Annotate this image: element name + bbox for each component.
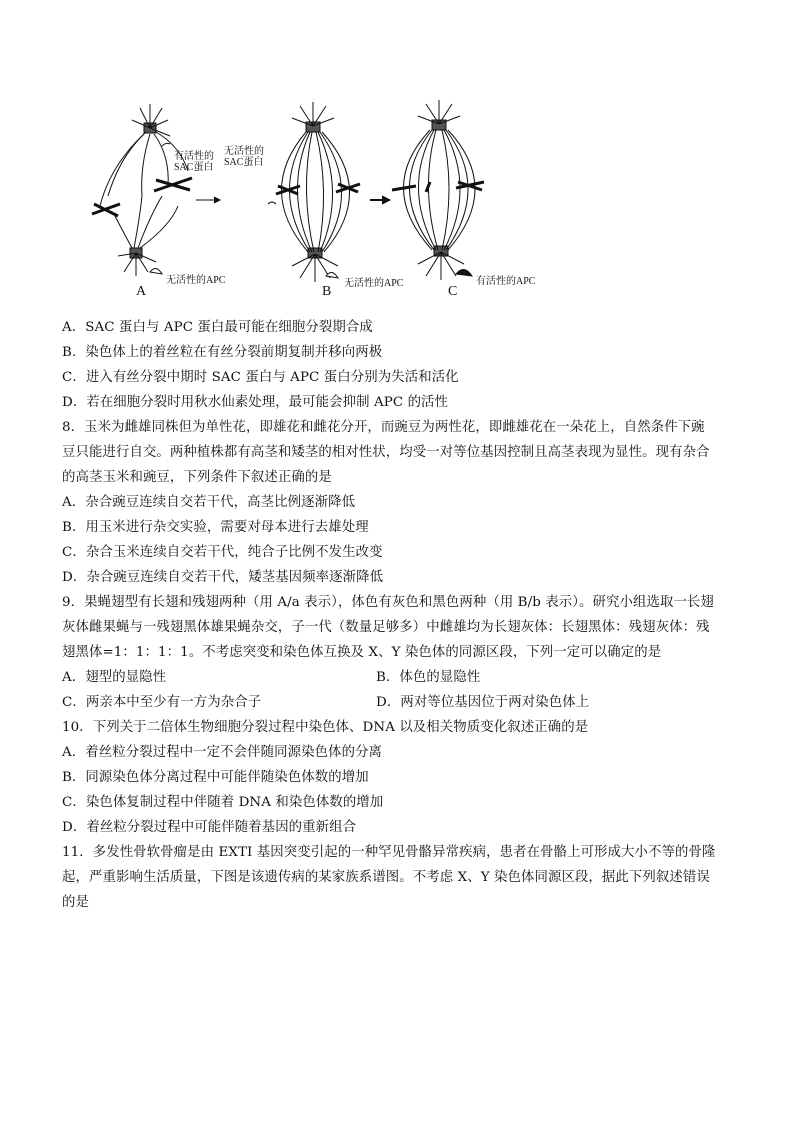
q8-stem-line3: 的高茎玉米和豌豆，下列条件下叙述正确的是 [62,470,332,485]
q10-stem: 10．下列关于二倍体生物细胞分裂过程中染色体、DNA 以及相关物质变化叙述正确的是 [62,720,589,735]
chromosome-a1 [154,178,192,191]
q11-stem-line2: 起，严重影响生活质量，下图是该遗传病的某家族系谱图。不考虑 X、Y 染色体同源区段，据此下列叙述错误 [62,870,710,885]
q9-options-row1 [62,665,742,690]
q10-option-b: B．同源染色体分离过程中可能伴随染色体数的增加 [62,770,369,785]
q9-option-c: C．两亲本中至少有一方为杂合子 [62,695,262,710]
q7-option-d: D．若在细胞分裂时用秋水仙素处理，最可能会抑制 APC 的活性 [62,395,449,410]
label-sac-active-l2: SAC蛋白 [174,162,214,173]
q8-option-a: A．杂合豌豆连续自交若干代，高茎比例逐渐降低 [62,495,356,510]
q9-stem-line1: 9．果蝇翅型有长翅和残翅两种（用 A/a 表示），体色有灰色和黑色两种（用 B/b 表示）。研究小组选取一长翅 [62,595,714,610]
label-apc-inactive-a: 无活性的APC [166,275,226,286]
q10-option-c: C．染色体复制过程中伴随着 DNA 和染色体数的增加 [62,795,384,810]
q7-option-a: A．SAC 蛋白与 APC 蛋白最可能在细胞分裂期合成 [62,320,373,335]
q8-option-d: D．杂合豌豆连续自交若干代，矮茎基因频率逐渐降低 [62,570,384,585]
label-sac-active-l1: 有活性的 [174,151,214,162]
q8-option-b: B．用玉米进行杂交实验，需要对母本进行去雄处理 [62,520,369,535]
q11-stem-line1: 11．多发性骨软骨瘤是由 EXTI 基因突变引起的一种罕见骨骼异常疾病，患者在骨骼上可形成大小不等的骨隆 [62,845,716,860]
cell-division-diagram [80,96,560,302]
chromosome-b2 [336,184,360,192]
cell-c [392,100,484,280]
stage-label-c: C [448,284,458,299]
label-sac-inactive [224,146,264,168]
stage-label-b: B [322,284,332,299]
q8-option-c: C．杂合玉米连续自交若干代，纯合子比例不发生改变 [62,545,383,560]
q7-option-c: C．进入有丝分裂中期时 SAC 蛋白与 APC 蛋白分别为失活和活化 [62,370,459,385]
q8-stem-line2: 豆只能进行自交。两种植株都有高茎和矮茎的相对性状，均受一对等位基因控制且高茎表现为显性。现有杂合 [62,445,710,460]
spindle-figure [80,96,560,302]
q9-option-b: B．体色的显隐性 [376,670,481,685]
q7-option-b: B．染色体上的着丝粒在有丝分裂前期复制并移向两极 [62,345,383,360]
label-apc-active: 有活性的APC [476,276,536,287]
centrosome-a-top [132,104,170,136]
stage-label-a: A [136,284,147,299]
apc-inactive-b [326,272,338,278]
q10-option-a: A．着丝粒分裂过程中一定不会伴随同源染色体的分离 [62,745,383,760]
q9-options-row2 [62,690,742,715]
arrow-2 [370,196,390,204]
arrow-1 [196,197,220,203]
apc-active [456,269,472,276]
q9-stem-line3: 翅黑体=1：1：1：1。不考虑突变和染色体互换及 X、Y 染色体的同源区段，下列一定可以确定的是 [62,645,662,660]
sac-inactive-marker [268,202,276,204]
label-sac-inactive-l2: SAC蛋白 [224,157,264,168]
centrosome-b-top [292,102,334,132]
label-apc-inactive-b: 无活性的APC [344,278,404,289]
chromosome-b1 [276,186,300,194]
q10-option-d: D．着丝粒分裂过程中可能伴随着基因的重新组合 [62,820,357,835]
chromosome-c1 [392,182,430,192]
centrosome-c-bottom [418,246,464,280]
chromosome-a2 [92,204,120,216]
cell-b [268,102,360,282]
centrosome-c-top [418,100,460,130]
cell-a [92,104,192,276]
q8-stem-line1: 8．玉米为雌雄同株但为单性花，即雄花和雌花分开，而豌豆为两性花，即雌雄花在一朵花上，自然条件下豌 [62,420,705,435]
q9-option-d: D．两对等位基因位于两对染色体上 [376,695,590,710]
apc-inactive-a [150,268,162,274]
q11-stem-line3: 的是 [62,895,89,910]
label-sac-inactive-l1: 无活性的 [224,146,264,157]
q9-option-a: A．翅型的显隐性 [62,670,167,685]
label-sac-active [174,151,214,173]
q9-stem-line2: 灰体雌果蝇与一残翅黑体雄果蝇杂交，子一代（数量足够多）中雌雄均为长翅灰体：长翅黑体：残翅灰体：残 [62,620,710,635]
